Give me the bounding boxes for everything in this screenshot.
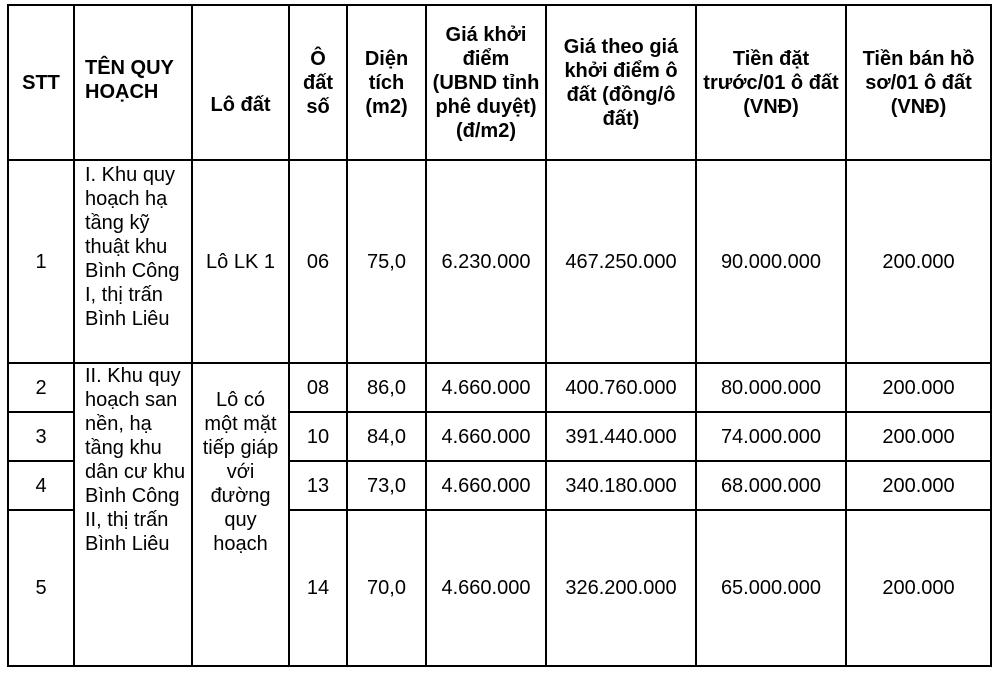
cell-stt: 1: [8, 160, 74, 363]
header-ten-quy-hoach: TÊN QUY HOẠCH: [74, 5, 192, 160]
cell-ten-quy-hoach: I. Khu quy hoạch hạ tầng kỹ thuật khu Bình Công I, thị trấn Bình Liêu: [74, 160, 192, 363]
cell-tien-ho-so: 200.000: [846, 510, 991, 666]
cell-tien-dat-truoc: 80.000.000: [696, 363, 846, 412]
header-dien-tich: Diện tích (m2): [347, 5, 426, 160]
cell-tien-dat-truoc: 74.000.000: [696, 412, 846, 461]
cell-tien-ho-so: 200.000: [846, 363, 991, 412]
header-tien-ban-ho-so: Tiền bán hồ sơ/01 ô đất (VNĐ): [846, 5, 991, 160]
header-tien-dat-truoc: Tiền đặt trước/01 ô đất (VNĐ): [696, 5, 846, 160]
cell-tien-dat-truoc: 68.000.000: [696, 461, 846, 510]
cell-gia-o-dat: 467.250.000: [546, 160, 696, 363]
header-lo-dat: Lô đất: [192, 5, 289, 160]
cell-dien-tich: 73,0: [347, 461, 426, 510]
cell-stt: 2: [8, 363, 74, 412]
cell-gia-khoi-diem: 4.660.000: [426, 412, 546, 461]
cell-stt: 4: [8, 461, 74, 510]
cell-o-dat: 13: [289, 461, 347, 510]
header-gia-khoi-diem: Giá khởi điểm (UBND tỉnh phê duyệt) (đ/m2): [426, 5, 546, 160]
header-row: [8, 5, 991, 160]
cell-o-dat: 14: [289, 510, 347, 666]
cell-lo-dat: Lô LK 1: [192, 160, 289, 363]
cell-gia-o-dat: 326.200.000: [546, 510, 696, 666]
cell-tien-dat-truoc: 90.000.000: [696, 160, 846, 363]
cell-stt: 5: [8, 510, 74, 666]
cell-o-dat: 06: [289, 160, 347, 363]
cell-ten-quy-hoach: II. Khu quy hoạch san nền, hạ tầng khu dân cư khu Bình Công II, thị trấn Bình Liêu: [74, 363, 192, 666]
cell-stt: 3: [8, 412, 74, 461]
cell-gia-o-dat: 391.440.000: [546, 412, 696, 461]
header-stt: STT: [8, 5, 74, 160]
cell-gia-khoi-diem: 4.660.000: [426, 510, 546, 666]
cell-gia-khoi-diem: 6.230.000: [426, 160, 546, 363]
cell-gia-o-dat: 340.180.000: [546, 461, 696, 510]
table-row: [8, 160, 991, 363]
cell-gia-khoi-diem: 4.660.000: [426, 363, 546, 412]
cell-lo-dat: Lô có một mặt tiếp giáp với đường quy hoạch: [192, 363, 289, 666]
header-o-dat-so: Ô đất số: [289, 5, 347, 160]
cell-dien-tich: 86,0: [347, 363, 426, 412]
cell-o-dat: 08: [289, 363, 347, 412]
cell-tien-ho-so: 200.000: [846, 160, 991, 363]
header-gia-theo-gia-khoi-diem: Giá theo giá khởi điểm ô đất (đồng/ô đất): [546, 5, 696, 160]
cell-gia-o-dat: 400.760.000: [546, 363, 696, 412]
cell-tien-dat-truoc: 65.000.000: [696, 510, 846, 666]
table-row: [8, 363, 991, 412]
cell-tien-ho-so: 200.000: [846, 461, 991, 510]
cell-o-dat: 10: [289, 412, 347, 461]
cell-gia-khoi-diem: 4.660.000: [426, 461, 546, 510]
cell-dien-tich: 84,0: [347, 412, 426, 461]
auction-table: [7, 4, 992, 667]
cell-tien-ho-so: 200.000: [846, 412, 991, 461]
cell-dien-tich: 70,0: [347, 510, 426, 666]
cell-dien-tich: 75,0: [347, 160, 426, 363]
